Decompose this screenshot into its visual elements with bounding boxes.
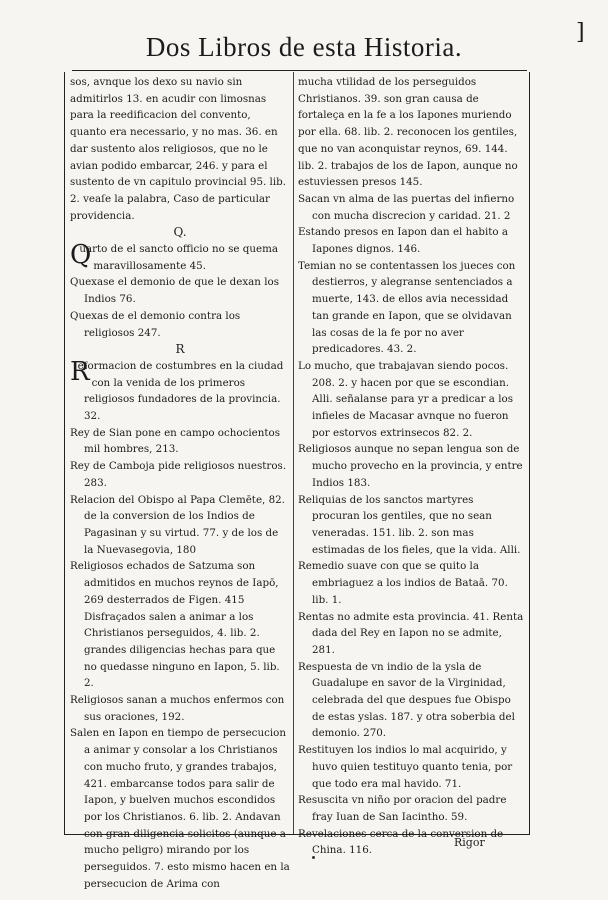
- left-column: [70, 74, 290, 892]
- index-entry: [298, 609, 524, 659]
- index-entry: [70, 725, 290, 892]
- entry-text: Revelaciones cerca de la conversion de China. 116.: [298, 827, 504, 857]
- entry-text: sos, avnque los dexo su navio sin admitirlos 13. en acudir con limosnas para la reedificacion del convento, quanto era necessario, y no mas. 36. en dar sustento alos religiosos, que no le avian podido embarcar, 246. y para el sustento de vn capitulo provincial 95. lib. 2. veaſe la palabra, Caso de particular providencia.: [70, 76, 286, 222]
- right-column: [298, 74, 524, 859]
- column-divider: [293, 72, 294, 834]
- entry-text: eformacion de costumbres en la ciudad con la venida de los primeros religiosos fundadores de la provincia. 32.: [77, 359, 284, 423]
- entry-text: Rentas no admite esta provincia. 41. Renta dada del Rey en Iapon no se admite, 281.: [298, 610, 524, 656]
- entry-text: uarto de el sancto officio no se quema maravillosamente 45.: [79, 243, 278, 272]
- index-entry: [298, 258, 524, 358]
- entry-text: Resuscita vn niño por oracion del padre fray Iuan de San Iacintho. 59.: [298, 794, 507, 823]
- index-entry: [298, 792, 524, 825]
- entry-text: Relacion del Obispo al Papa Clemēte, 82. de la conversion de los Indios de Pagasinan y su virtud. 77. y de los de la Nuevasegovia, 180: [70, 493, 285, 556]
- entry-text: Temian no se contentassen los jueces con destierros, y alegranse sentenciados a muerte, 143. de ellos avia necessidad tan grande en Iapon, que se olvidavan las cosas de la fe por no aver predicadores. 43. 2.: [298, 259, 516, 356]
- entry-text: mucha vtilidad de los perseguidos Christianos. 39. son gran causa de fortaleça en la fe a los Iapones muriendo por ella. 68. lib. 2. reconocen los gentiles, que no van aconquistar reynos, 69. 144. lib. 2. trabajos de los de Iapon, aunque no estuviessen presos 145.: [298, 76, 518, 189]
- index-entry: [298, 659, 524, 743]
- entry-text: Estando presos en Iapon dan el habito a Iapones dignos. 146.: [298, 226, 509, 256]
- index-entry: [298, 826, 524, 859]
- entry-text: Respuesta de vn indio de la ysla de Guadalupe en savor de la Virginidad, celebrada del que despues fue Obispo de estas yslas. 187. y otra soberbia del demonio. 270.: [298, 660, 515, 740]
- entry-text: Lo mucho, que trabajavan siendo pocos. 208. 2. y hacen por que se escondian. Alli. señalanse para yr a predicar a los infieles de Macasar avnque no fueron por estorvos extrinsecos 82. 2.: [298, 359, 513, 439]
- index-entry: [70, 308, 290, 341]
- index-entry: [70, 274, 290, 307]
- entry-text: Religiosos aunque no sepan lengua son de mucho provecho en la provincia, y entre Indios 183.: [298, 443, 523, 489]
- entry-text: Reliquias de los sanctos martyres procuran los gentiles, que no sean veneradas. 151. lib. 2. son mas estimadas de los fieles, que la vida. Alli.: [298, 493, 521, 556]
- index-entry: [70, 241, 290, 274]
- entry-text: Rey de Camboja pide religiosos nuestros. 283.: [70, 460, 287, 489]
- index-entry: [70, 558, 290, 692]
- drop-cap: R: [70, 356, 90, 387]
- entry-text: Quexas de el demonio contra los religiosos 247.: [70, 309, 241, 339]
- entry-text: Rey de Sian pone en campo ochocientos mil hombres, 213.: [70, 426, 281, 456]
- index-entry: [298, 441, 524, 491]
- header-rule: [72, 70, 527, 71]
- index-entry: [70, 458, 290, 491]
- catchword: Rigor: [454, 836, 485, 849]
- entry-text: Salen en Iapon en tiempo de persecucion a animar y consolar a los Christianos con mucho fruto, y grandes trabajos, 421. embarcanse todos para salir de Iapon, y buelven muchos escondidos por los Christianos. 6. lib. 2. Andavan con gran diligencia solicitos (aunque a mucho peligro) mirando por los perseguidos. 7. esto mismo hacen en la persecucion de Arima con: [70, 727, 290, 890]
- entry-text: Quexase el demonio de que le dexan los Indios 76.: [70, 276, 279, 306]
- index-entry: [298, 224, 524, 257]
- index-entry: [70, 425, 290, 458]
- section-letter: Q.: [173, 225, 187, 240]
- running-header: Dos Libros de esta Historia.: [145, 32, 463, 62]
- section-letter: R: [175, 342, 185, 357]
- drop-cap: Q: [70, 240, 92, 271]
- entry-text: Sacan vn alma de las puertas del infierno con mucha discrecion y caridad. 21. 2: [298, 192, 515, 222]
- index-entry: [298, 492, 524, 559]
- entry-text: Restituyen los indios lo mal acquirido, y huvo quien testituyo quanto tenia, por que todo era mal havido. 71.: [298, 744, 513, 790]
- index-entry: [298, 558, 524, 608]
- signature-mark: [312, 856, 315, 859]
- index-entry: [298, 74, 524, 191]
- entry-text: Religiosos sanan a muchos enfermos con sus oraciones, 192.: [70, 694, 285, 723]
- index-entry: [70, 358, 290, 425]
- page-number: ]: [576, 20, 585, 45]
- entry-text: Religiosos echados de Satzuma son admitidos en muchos reynos de Iapō, 269 desterrados de Figen. 415 Disfraçados salen a animar a los Christianos perseguidos, 4. lib. 2. grandes diligencias hechas para que no quedasse ninguno en Iapon, 5. lib. 2.: [70, 560, 280, 690]
- index-entry: [70, 492, 290, 559]
- index-entry: [298, 358, 524, 442]
- index-entry: [298, 742, 524, 792]
- index-entry: [70, 692, 290, 725]
- index-entry: [298, 191, 524, 224]
- index-entry: [70, 74, 290, 224]
- entry-text: Remedio suave con que se quito la embriaguez a los indios de Bataā. 70. lib. 1.: [298, 560, 508, 606]
